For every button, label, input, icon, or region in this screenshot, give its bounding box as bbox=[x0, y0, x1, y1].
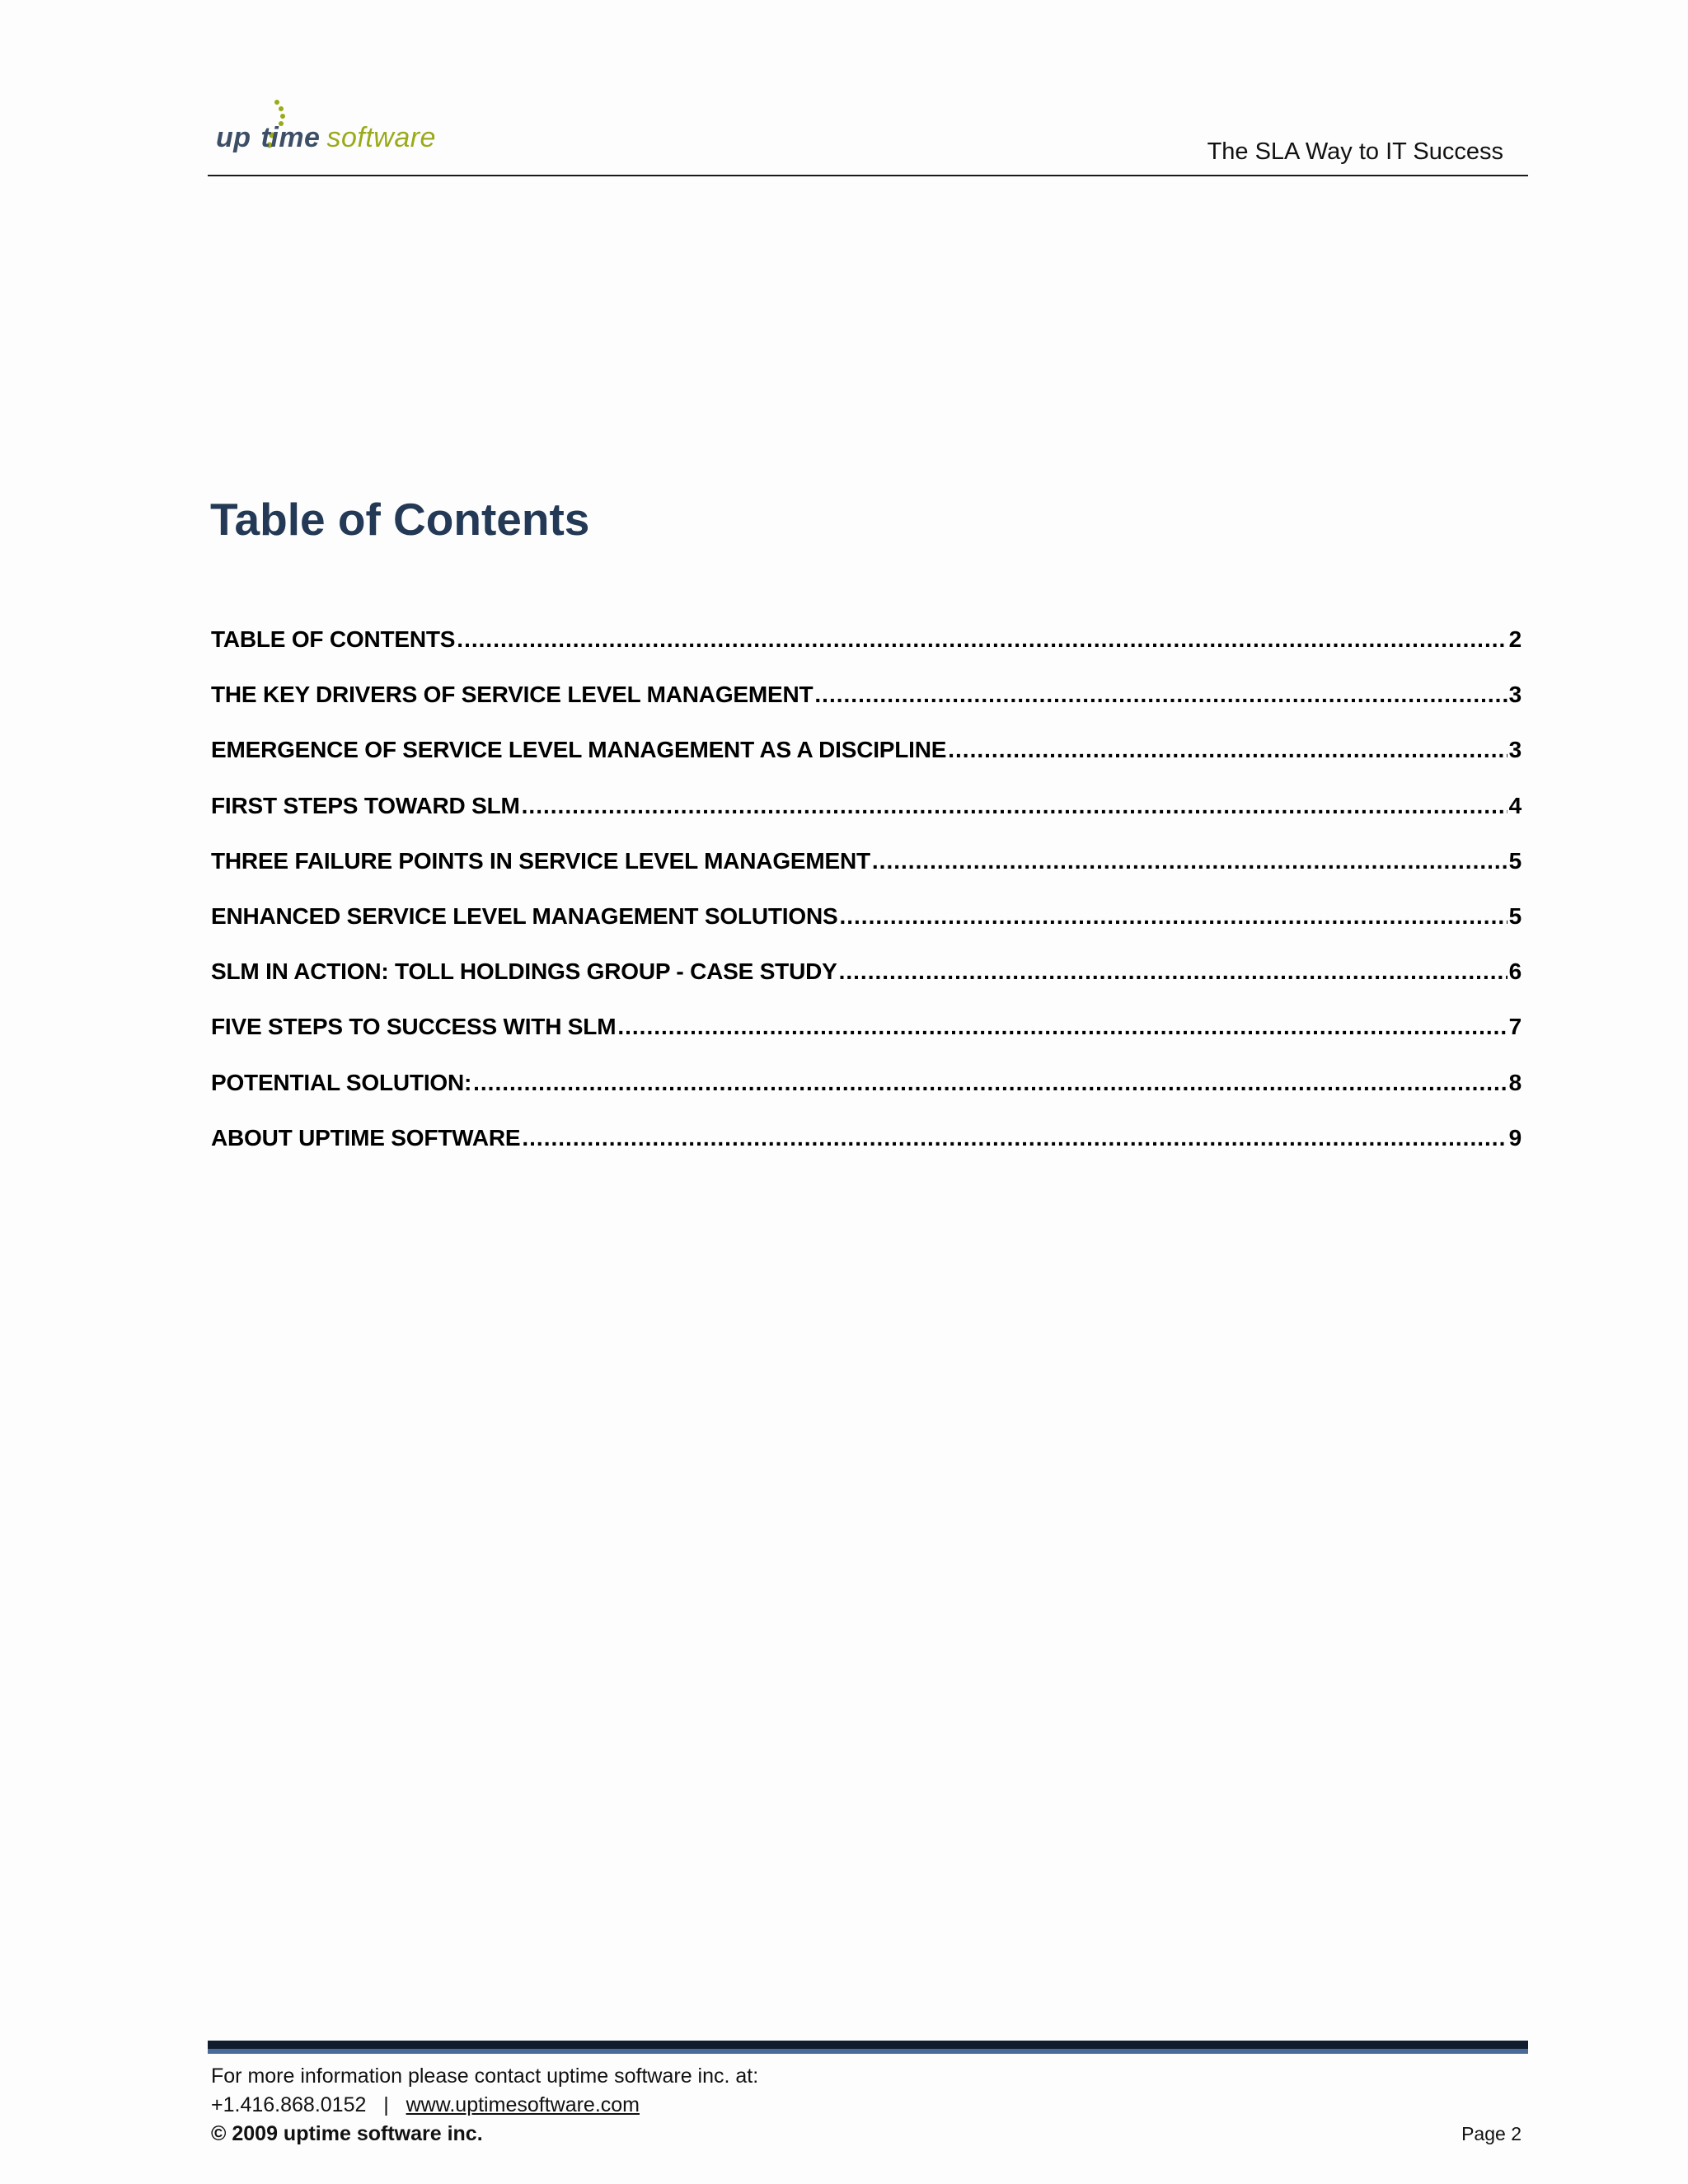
header-title: The SLA Way to IT Success bbox=[1207, 138, 1503, 165]
logo-text-up: up bbox=[216, 122, 251, 153]
toc-entry[interactable] bbox=[211, 1070, 1522, 1125]
footer-separator: | bbox=[383, 2093, 389, 2116]
toc-entry-label: FIRST STEPS TOWARD SLM bbox=[211, 792, 520, 818]
logo-text-software: software bbox=[326, 122, 436, 153]
toc-entry[interactable] bbox=[211, 1125, 1522, 1180]
toc-entry[interactable] bbox=[211, 682, 1522, 737]
toc-entry-page: 5 bbox=[1508, 847, 1522, 874]
toc-entry[interactable] bbox=[211, 626, 1522, 682]
footer-copyright: © 2009 uptime software inc. bbox=[211, 2122, 483, 2145]
toc-entry-page: 9 bbox=[1508, 1124, 1522, 1151]
toc-entry-label: ENHANCED SERVICE LEVEL MANAGEMENT SOLUTIONS bbox=[211, 902, 838, 929]
page-header bbox=[208, 89, 1528, 176]
toc-entry[interactable] bbox=[211, 793, 1522, 848]
toc-entry-label: THE KEY DRIVERS OF SERVICE LEVEL MANAGEMENT bbox=[211, 682, 814, 708]
toc-entry-page: 5 bbox=[1508, 902, 1522, 929]
toc-list bbox=[211, 626, 1522, 1180]
toc-dot-leader bbox=[522, 793, 1507, 819]
toc-entry-label: FIVE STEPS TO SUCCESS WITH SLM bbox=[211, 1014, 617, 1040]
toc-entry[interactable] bbox=[211, 1014, 1522, 1069]
toc-dot-leader bbox=[839, 903, 1507, 930]
page-number: Page 2 bbox=[1461, 2123, 1522, 2144]
toc-dot-leader bbox=[473, 1070, 1507, 1096]
toc-entry-label: EMERGENCE OF SERVICE LEVEL MANAGEMENT AS A DISCIPLINE bbox=[211, 737, 947, 763]
footer-website-link[interactable]: www.uptimesoftware.com bbox=[406, 2093, 640, 2116]
toc-entry-label: SLM IN ACTION: TOLL HOLDINGS GROUP - CASE STUDY bbox=[211, 958, 837, 985]
footer-phone: +1.416.868.0152 bbox=[211, 2093, 367, 2116]
uptime-software-logo bbox=[216, 97, 463, 163]
toc-dot-leader bbox=[522, 1125, 1507, 1151]
toc-dot-leader bbox=[839, 958, 1507, 985]
toc-entry[interactable] bbox=[211, 848, 1522, 903]
logo-wordmark bbox=[216, 122, 436, 154]
toc-entry-page: 4 bbox=[1508, 792, 1522, 818]
toc-entry-page: 8 bbox=[1508, 1069, 1522, 1095]
page-footer bbox=[211, 2062, 1525, 2149]
toc-entry-page: 3 bbox=[1508, 682, 1522, 708]
toc-entry-label: ABOUT UPTIME SOFTWARE bbox=[211, 1124, 521, 1151]
toc-entry-label: POTENTIAL SOLUTION: bbox=[211, 1069, 472, 1095]
footer-divider bbox=[208, 2041, 1528, 2049]
toc-dot-leader bbox=[457, 626, 1507, 653]
toc-entry-page: 7 bbox=[1508, 1014, 1522, 1040]
toc-dot-leader bbox=[814, 682, 1507, 708]
footer-contact-line: For more information please contact uptime software inc. at: bbox=[211, 2064, 759, 2088]
logo-text-time: time bbox=[260, 122, 321, 153]
page-title: Table of Contents bbox=[210, 494, 590, 545]
toc-entry-label: THREE FAILURE POINTS IN SERVICE LEVEL MANAGEMENT bbox=[211, 847, 870, 874]
toc-entry[interactable] bbox=[211, 903, 1522, 958]
toc-entry-page: 3 bbox=[1508, 737, 1522, 763]
toc-entry[interactable] bbox=[211, 737, 1522, 792]
toc-dot-leader bbox=[872, 848, 1507, 874]
toc-entry-label: TABLE OF CONTENTS bbox=[211, 626, 456, 652]
toc-dot-leader bbox=[948, 737, 1507, 763]
toc-entry-page: 6 bbox=[1508, 958, 1522, 985]
footer-divider-accent bbox=[208, 2049, 1528, 2054]
toc-entry-page: 2 bbox=[1508, 626, 1522, 652]
footer-phone-line bbox=[211, 2091, 1525, 2120]
toc-entry[interactable] bbox=[211, 958, 1522, 1014]
toc-dot-leader bbox=[617, 1014, 1507, 1040]
